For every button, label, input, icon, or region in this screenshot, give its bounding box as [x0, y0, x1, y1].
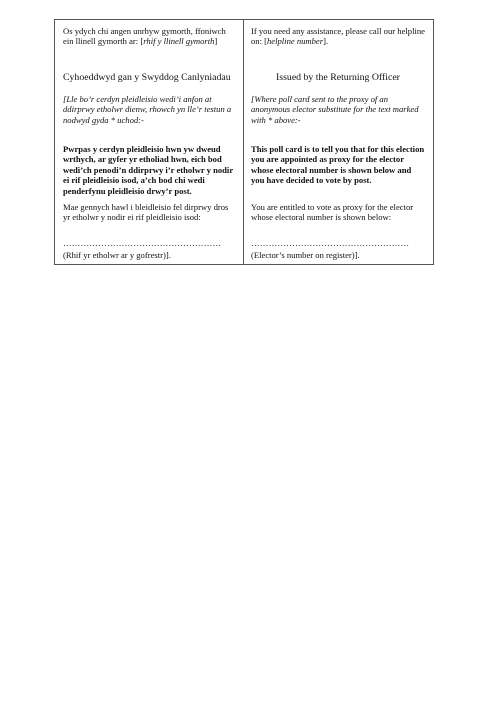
welsh-helpline-placeholder: rhif y llinell gymorth [143, 36, 215, 47]
english-number-dotted-line: ……………………………………………… [251, 239, 410, 248]
english-help-suffix: ]. [323, 36, 329, 47]
welsh-help-prefix: Os ydych chi angen unrhyw gymorth, ffoniwch ein llinell gymorth ar: [ [63, 26, 226, 47]
welsh-entitled-text: Mae gennych hawl i bleidleisio fel dirprwy dros yr etholwr y nodir ei rif pleidleisio isod: [63, 202, 229, 223]
english-helpline-placeholder: helpline number [267, 36, 324, 47]
welsh-issued-by: Cyhoeddwyd gan y Swyddog Canlyniadau [63, 72, 231, 83]
english-where-note: [Where poll card sent to the proxy of an anonymous elector substitute for the text marked with * above:- [251, 94, 419, 125]
welsh-help-suffix: ] [214, 36, 218, 47]
english-issued-by: Issued by the Returning Officer [276, 72, 400, 83]
welsh-number-dotted-line: ……………………………………………… [63, 239, 222, 248]
english-entitled-text: You are entitled to vote as proxy for the elector whose electoral number is shown below: [251, 202, 414, 223]
english-purpose-text: This poll card is to tell you that for this election you are appointed as proxy for the elector whose electoral number is shown below and you have decided to vote by post. [251, 144, 425, 186]
welsh-purpose-text: Pwrpas y cerdyn pleidleisio hwn yw dweud wrthych, ar gyfer yr etholiad hwn, eich bod wedi’ch penodi’n ddirprwy i’r etholwr y nodir ei rif pleidleisio isod, a’ch bod chi wedi penderfynu pleidleisio drwy’r post. [63, 144, 233, 196]
english-helpline-text [251, 26, 425, 70]
welsh-column [55, 20, 244, 264]
english-help-prefix: If you need any assistance, please call our helpline on: [ [251, 26, 425, 47]
english-column [244, 20, 433, 264]
poll-card [54, 19, 434, 265]
welsh-helpline-text [63, 26, 235, 70]
english-number-label: (Elector’s number on register)]. [251, 250, 360, 260]
welsh-number-label: (Rhif yr etholwr ar y gofrestr)]. [63, 250, 171, 260]
welsh-where-note: [Lle bo’r cerdyn pleidleisio wedi’i anfon at ddirprwy etholwr dienw, rhowch yn lle’r testun a nodwyd gyda * uchod:- [63, 94, 232, 125]
